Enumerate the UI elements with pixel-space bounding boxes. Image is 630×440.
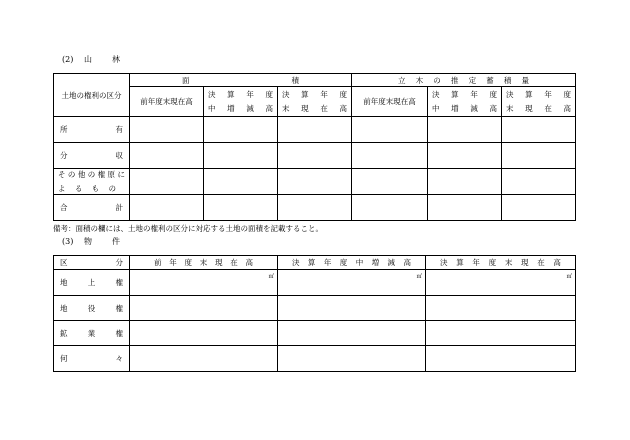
cell[interactable]: [130, 117, 204, 143]
cell[interactable]: [130, 195, 204, 221]
cell[interactable]: [278, 169, 352, 195]
note-text: 備考：面積の欄には、土地の権利の区分に対応する土地の面積を記載すること。: [53, 224, 323, 233]
cell[interactable]: [426, 321, 576, 346]
cell[interactable]: [502, 195, 576, 221]
cell[interactable]: [352, 117, 428, 143]
cell[interactable]: [204, 117, 278, 143]
cell[interactable]: [352, 195, 428, 221]
volume-current-header: 決 算 年 度 末 現 在 高: [502, 87, 576, 117]
cell[interactable]: [278, 296, 426, 321]
area-group-header: 面 積: [130, 74, 352, 87]
cell[interactable]: [204, 143, 278, 169]
row-label-ownership: 所 有: [54, 117, 130, 143]
property-table: [53, 255, 576, 372]
cell[interactable]: [352, 169, 428, 195]
cell[interactable]: [278, 143, 352, 169]
row-label-other: 何 々: [54, 346, 130, 372]
current-header: 決 算 年 度 末 現 在 高: [426, 256, 576, 270]
row-label-profit-share: 分 収: [54, 143, 130, 169]
volume-prev-header: 前年度末現在高: [352, 87, 428, 117]
cell[interactable]: [130, 321, 278, 346]
cell[interactable]: [130, 270, 278, 296]
forest-table: [53, 73, 576, 221]
rights-category-header: 土地の権利の区分: [54, 74, 130, 117]
cell[interactable]: [278, 321, 426, 346]
cell[interactable]: [278, 195, 352, 221]
row-label-superficies: 地 上 権: [54, 270, 130, 296]
cell[interactable]: [204, 169, 278, 195]
cell[interactable]: [428, 169, 502, 195]
cell[interactable]: [352, 143, 428, 169]
prev-year-header: 前 年 度 末 現 在 高: [130, 256, 278, 270]
row-label-easement: 地 役 権: [54, 296, 130, 321]
volume-change-header: 決 算 年 度 中 増 減 高: [428, 87, 502, 117]
cell[interactable]: [278, 346, 426, 372]
cell[interactable]: [502, 117, 576, 143]
category-header: 区 分: [54, 256, 130, 270]
timber-volume-group-header: 立 木 の 推 定 蓄 積 量: [352, 74, 576, 87]
section2-heading: [62, 56, 132, 64]
section2-heading-title: 山 林: [84, 55, 120, 64]
area-current-header: 決 算 年 度 末 現 在 高: [278, 87, 352, 117]
cell[interactable]: [130, 169, 204, 195]
change-header: 決 算 年 度 中 増 減 高: [278, 256, 426, 270]
cell[interactable]: [426, 346, 576, 372]
cell[interactable]: [502, 143, 576, 169]
cell[interactable]: [278, 117, 352, 143]
unit-label: ㎡: [268, 274, 274, 280]
area-prev-header: 前年度末現在高: [130, 87, 204, 117]
unit-label: ㎡: [416, 274, 422, 280]
cell[interactable]: [426, 270, 576, 296]
row-label-mining-right: 鉱 業 権: [54, 321, 130, 346]
row-label-other-rights: そ の 他 の 権 原 に よ る も の: [54, 169, 130, 195]
section3-heading-number: (3): [62, 237, 74, 246]
cell[interactable]: [130, 346, 278, 372]
section2-heading-number: (2): [62, 55, 74, 64]
row-label-total: 合 計: [54, 195, 130, 221]
unit-label: ㎡: [566, 274, 572, 280]
section3-heading-title: 物 件: [84, 237, 120, 246]
cell[interactable]: [428, 117, 502, 143]
cell[interactable]: [502, 169, 576, 195]
cell[interactable]: [204, 195, 278, 221]
section3-heading: [62, 238, 132, 246]
area-change-header: 決 算 年 度 中 増 減 高: [204, 87, 278, 117]
cell[interactable]: [130, 296, 278, 321]
cell[interactable]: [428, 143, 502, 169]
cell[interactable]: [426, 296, 576, 321]
cell[interactable]: [278, 270, 426, 296]
cell[interactable]: [428, 195, 502, 221]
cell[interactable]: [130, 143, 204, 169]
